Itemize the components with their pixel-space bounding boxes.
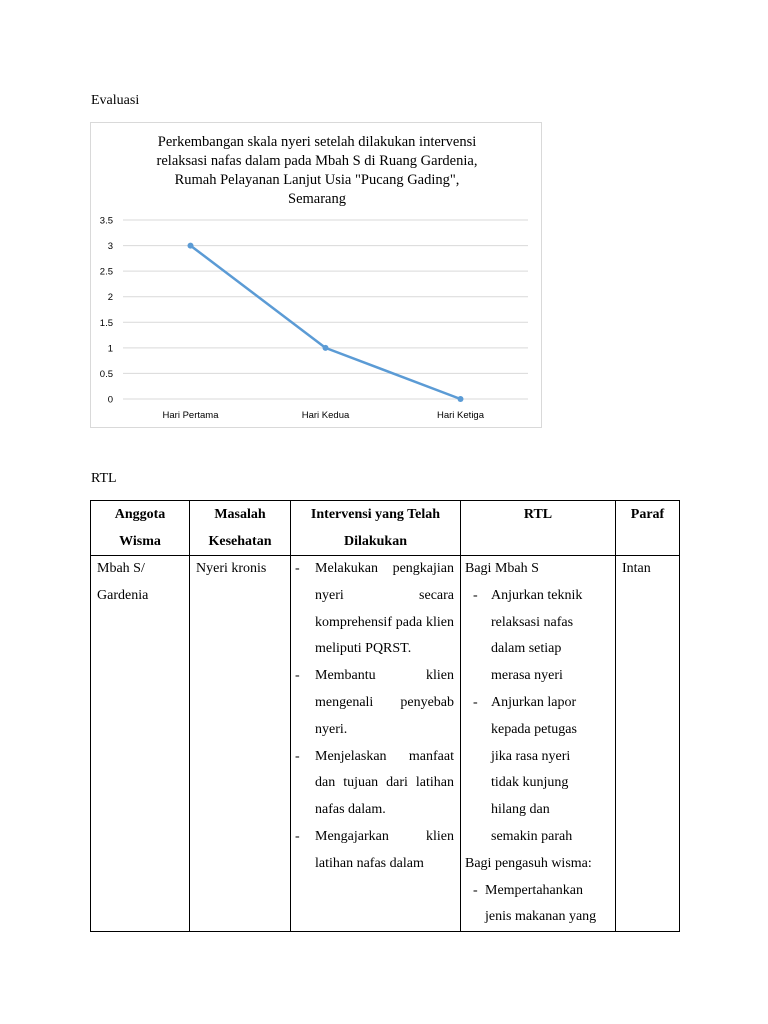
header-text: Anggota	[114, 507, 166, 522]
y-tick-label: 2.5	[99, 266, 113, 278]
rtl-mbah-heading: Bagi Mbah S	[465, 561, 539, 576]
list-item: - Menjelaskan manfaat dan tujuan dari latihan nafas dalam.	[295, 744, 454, 824]
header-text: Masalah	[214, 507, 266, 522]
list-item: - Anjurkan teknik relaksasi nafas dalam setiap merasa nyeri	[465, 583, 587, 690]
rtl-pengasuh-list	[465, 878, 611, 932]
evaluasi-heading: Evaluasi	[91, 93, 140, 108]
chart-title-line: Perkembangan skala nyeri setelah dilakukan intervensi	[157, 134, 477, 150]
chart-title-line: Semarang	[288, 191, 346, 207]
y-tick-label: 3.5	[99, 215, 113, 227]
rtl-table	[90, 500, 680, 932]
header-masalah-kesehatan	[190, 501, 291, 556]
list-item: - Membantu klien mengenali penyebab nyeri.	[295, 663, 454, 743]
chart-title-line: relaksasi nafas dalam pada Mbah S di Ruang Gardenia,	[156, 153, 478, 169]
intervensi-list	[295, 556, 454, 878]
header-text: Dilakukan	[343, 534, 408, 549]
list-item: - Anjurkan lapor kepada petugas jika rasa nyeri tidak kunjung hilang dan semakin parah	[465, 690, 587, 851]
cell-rtl	[461, 556, 616, 932]
chart-plot	[91, 123, 543, 429]
header-text: RTL	[523, 507, 553, 522]
cell-text: Mbah S/	[97, 561, 145, 576]
table-row	[91, 556, 680, 932]
header-text: Paraf	[630, 507, 665, 522]
header-anggota-wisma	[91, 501, 190, 556]
chart-title-line: Rumah Pelayanan Lanjut Usia "Pucang Gading",	[174, 172, 460, 188]
y-tick-label: 1.5	[99, 317, 113, 329]
data-point	[323, 345, 329, 351]
y-tick-label: 1	[107, 343, 113, 355]
x-tick-label: Hari Kedua	[301, 410, 350, 421]
y-tick-label: 2	[107, 292, 113, 304]
cell-paraf	[616, 556, 680, 932]
cell-anggota-wisma	[91, 556, 190, 932]
header-rtl	[461, 501, 616, 556]
rtl-heading: RTL	[91, 471, 117, 486]
rtl-mbah-list	[465, 583, 611, 851]
x-tick-label: Hari Ketiga	[437, 410, 484, 421]
list-item: - Mengajarkan klien latihan nafas dalam	[295, 824, 454, 878]
y-tick-label: 3	[107, 241, 113, 253]
rtl-pengasuh-heading: Bagi pengasuh wisma:	[465, 855, 592, 871]
y-tick-label: 0	[107, 394, 113, 406]
list-item: - Mempertahankan jenis makanan yang	[465, 878, 611, 932]
table-header-row	[91, 501, 680, 556]
list-item: - Melakukan pengkajian nyeri secara komprehensif pada klien meliputi PQRST.	[295, 556, 454, 663]
header-paraf	[616, 501, 680, 556]
cell-text: Gardenia	[97, 587, 149, 603]
header-intervensi	[291, 501, 461, 556]
header-text: Kesehatan	[208, 534, 272, 549]
header-text: Intervensi yang Telah	[310, 507, 441, 522]
data-point	[188, 243, 194, 249]
header-text: Wisma	[119, 534, 161, 549]
x-tick-label: Hari Pertama	[162, 410, 219, 421]
cell-text: Intan	[622, 561, 651, 576]
data-point	[458, 396, 464, 402]
y-tick-label: 0.5	[99, 368, 113, 380]
cell-masalah	[190, 556, 291, 932]
cell-text: Nyeri kronis	[196, 561, 267, 576]
cell-intervensi	[291, 556, 461, 932]
pain-scale-chart	[90, 122, 542, 428]
